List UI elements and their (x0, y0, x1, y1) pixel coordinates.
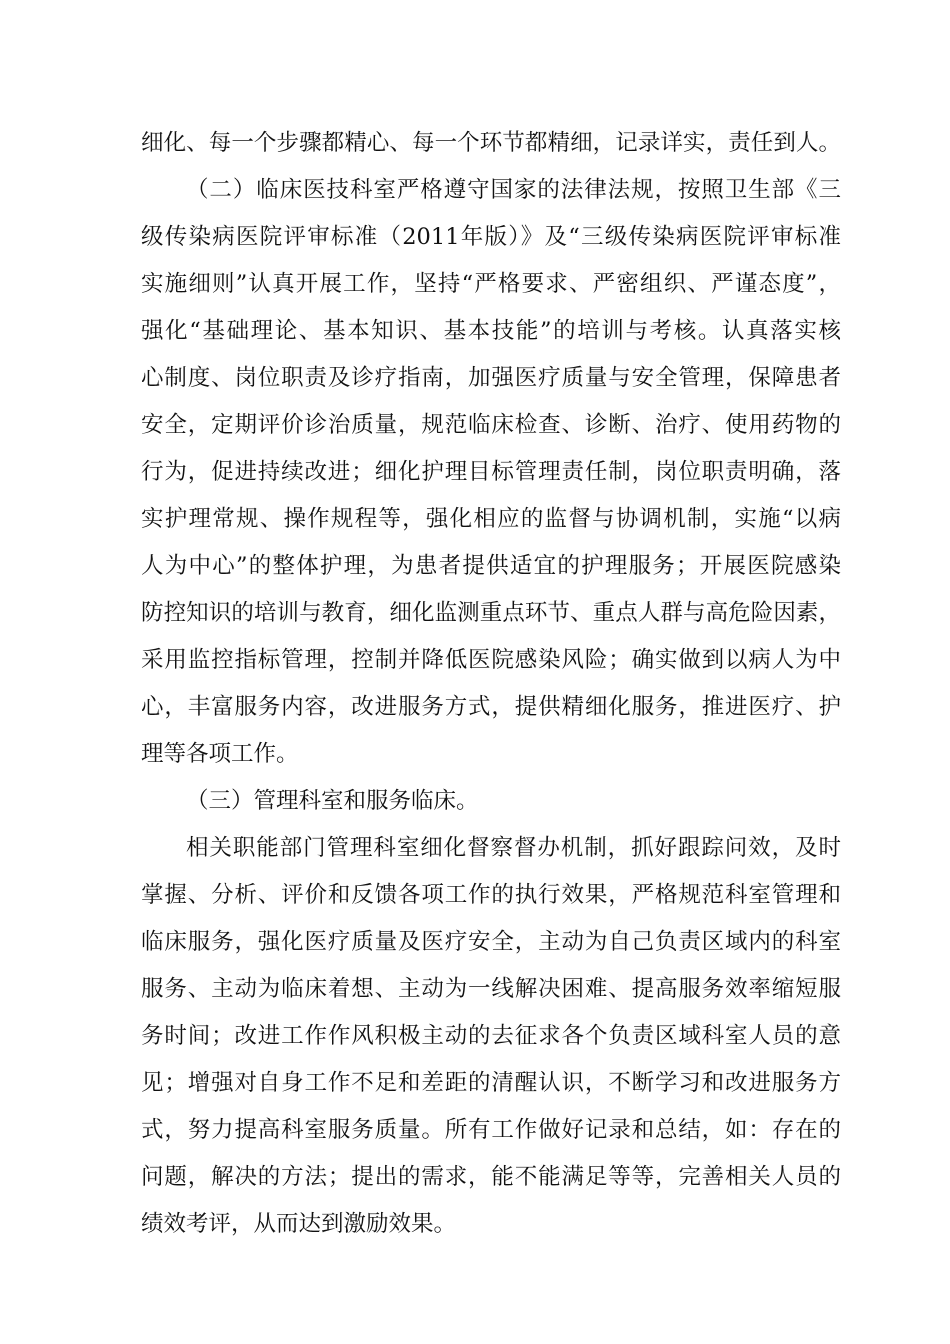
text-line: 人为中心”的整体护理，为患者提供适宜的护理服务；开展医院感染 (141, 553, 841, 579)
text-line: 务时间；改进工作作风积极主动的去征求各个负责区域科室人员的意 (141, 1023, 841, 1049)
text-line: 服务、主动为临床着想、主动为一线解决困难、提高服务效率缩短服 (141, 976, 841, 1002)
text-line: 掌握、分析、评价和反馈各项工作的执行效果，严格规范科室管理和 (141, 882, 841, 908)
text-line: 强化“基础理论、基本知识、基本技能”的培训与考核。认真落实核 (141, 318, 841, 344)
text-line: 理等各项工作。 (141, 741, 299, 767)
text-line: 心制度、岗位职责及诊疗指南，加强医疗质量与安全管理，保障患者 (141, 365, 841, 391)
text-line: 防控知识的培训与教育，细化监测重点环节、重点人群与高危险因素， (141, 600, 841, 626)
text-line: 问题，解决的方法；提出的需求，能不能满足等等，完善相关人员的 (141, 1164, 841, 1190)
text-line: 绩效考评，从而达到激励效果。 (141, 1211, 457, 1237)
text-line: 采用监控指标管理，控制并降低医院感染风险；确实做到以病人为中 (141, 647, 841, 673)
section-heading: （三）管理科室和服务临床。 (186, 788, 479, 814)
text-line: 实护理常规、操作规程等，强化相应的监督与协调机制，实施“以病 (141, 506, 841, 532)
text-line: 相关职能部门管理科室细化督察督办机制，抓好跟踪问效，及时 (186, 835, 841, 861)
text-line: （二）临床医技科室严格遵守国家的法律法规，按照卫生部《三 (186, 177, 841, 203)
text-line: 见；增强对自身工作不足和差距的清醒认识，不断学习和改进服务方 (141, 1070, 841, 1096)
text-line: 安全，定期评价诊治质量，规范临床检查、诊断、治疗、使用药物的 (141, 412, 841, 438)
text-line: 细化、每一个步骤都精心、每一个环节都精细，记录详实，责任到人。 (141, 130, 841, 156)
text-line: 实施细则”认真开展工作，坚持“严格要求、严密组织、严谨态度”， (141, 271, 841, 297)
text-line: 行为，促进持续改进；细化护理目标管理责任制，岗位职责明确，落 (141, 459, 841, 485)
text-line: 级传染病医院评审标准（2011年版）》及“三级传染病医院评审标准 (141, 224, 841, 250)
text-line: 式，努力提高科室服务质量。所有工作做好记录和总结，如：存在的 (141, 1117, 841, 1143)
text-line: 临床服务，强化医疗质量及医疗安全，主动为自己负责区域内的科室 (141, 929, 841, 955)
text-line: 心，丰富服务内容，改进服务方式，提供精细化服务，推进医疗、护 (141, 694, 841, 720)
